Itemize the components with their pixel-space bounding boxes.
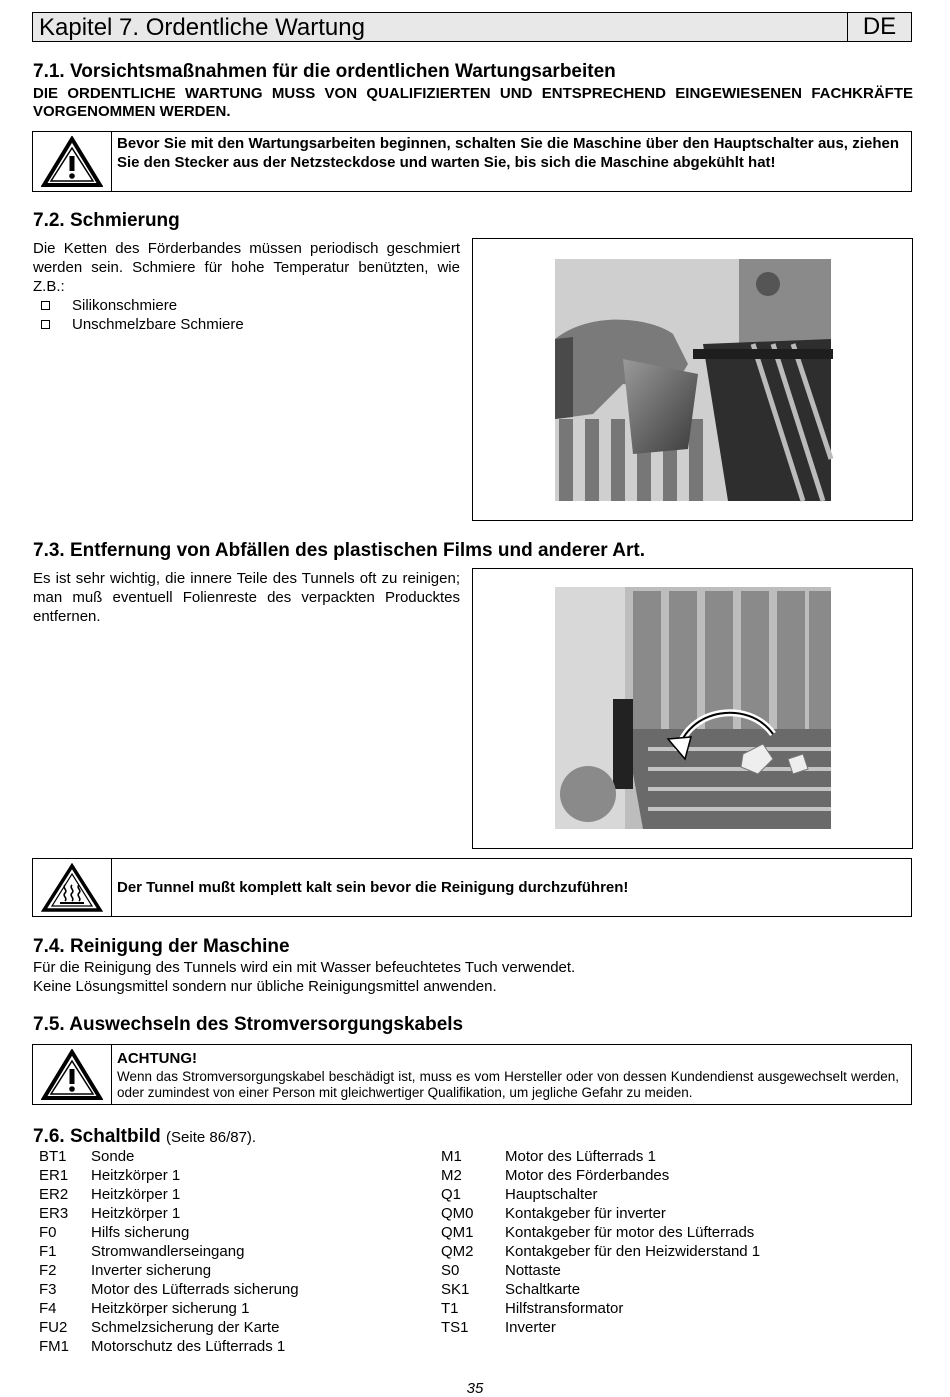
lubricant-list	[33, 296, 244, 334]
legend-row: F1 Stromwandlerseingang	[39, 1243, 245, 1260]
hot-warning-box	[32, 858, 912, 917]
legend-row: F3 Motor des Lüfterrads sicherung	[39, 1281, 299, 1298]
section-7-6-heading: 7.6. Schaltbild (Seite 86/87).	[33, 1126, 257, 1147]
lubrication-photo-frame	[472, 238, 913, 521]
legend-row: FM1 Motorschutz des Lüfterrads 1	[39, 1338, 286, 1355]
section-7-5-heading: 7.5. Auswechseln des Stromversorgungskabels	[33, 1014, 464, 1035]
warning-triangle-icon	[41, 1049, 103, 1101]
section-7-2-text: Die Ketten des Förderbandes müssen periodisch geschmiert werden sein. Schmiere für hohe Temperatur benützten, wie Z.B.:	[33, 240, 460, 295]
warning-text-7-1: Bevor Sie mit den Wartungsarbeiten beginnen, schalten Sie die Maschine über den Hauptschalter aus, ziehen Sie den Stecker aus der Netzsteckdose und warten Sie, bis sich die Maschine abgekühlt hat!	[117, 135, 899, 171]
lubrication-photo	[473, 239, 912, 520]
section-7-1-heading: 7.1. Vorsichtsmaßnahmen für die ordentlichen Wartungsarbeiten	[33, 61, 616, 82]
tunnel-cleaning-photo-frame	[472, 568, 913, 849]
legend-row: F0 Hilfs sicherung	[39, 1224, 190, 1241]
section-7-4-heading: 7.4. Reinigung der Maschine	[33, 936, 290, 957]
section-7-3-text: Es ist sehr wichtig, die innere Teile des Tunnels oft zu reinigen; man muß eventuell Folienreste des verpackten Producktes entfernen.	[33, 570, 460, 625]
legend-row: F2 Inverter sicherung	[39, 1262, 212, 1279]
checkbox-bullet-icon	[41, 320, 50, 329]
legend-row: T1 Hilfstransformator	[441, 1300, 624, 1317]
list-item: Unschmelzbare Schmiere	[33, 315, 244, 334]
warning-icon-cell	[33, 1045, 112, 1104]
legend-row: SK1 Schaltkarte	[441, 1281, 581, 1298]
language-code: DE	[847, 13, 911, 41]
legend-row: QM2 Kontakgeber für den Heizwiderstand 1	[441, 1243, 761, 1260]
tunnel-cleaning-photo	[473, 569, 912, 848]
wiring-legend-left	[33, 1147, 299, 1356]
section-7-1-caps-note: DIE ORDENTLICHE WARTUNG MUSS VON QUALIFIZIERTEN UND ENTSPRECHEND EINGEWIESENEN FACHKRÄFTE VORGENOMMEN WERDEN.	[33, 85, 913, 120]
page-number: 35	[466, 1380, 484, 1397]
attention-text: Wenn das Stromversorgungskabel beschädigt ist, muss es vom Hersteller oder von dessen Kundendienst ausgewechselt werden, oder zumindest von einer Person mit gleichwertiger Qualifikation, um jegliche Gefahr zu meiden.	[117, 1069, 899, 1100]
legend-row: QM0 Kontakgeber für inverter	[441, 1205, 666, 1222]
chapter-title: Kapitel 7. Ordentliche Wartung	[39, 14, 365, 41]
section-7-2-heading: 7.2. Schmierung	[33, 210, 180, 231]
legend-row: F4 Heitzkörper sicherung 1	[39, 1300, 250, 1317]
legend-row: ER3 Heitzkörper 1	[39, 1205, 181, 1222]
section-7-4-line2: Keine Lösungsmittel sondern nur übliche Reinigungsmittel anwenden.	[33, 978, 497, 995]
wiring-legend-right	[435, 1147, 760, 1337]
hot-surface-icon	[41, 863, 103, 913]
legend-row: ER2 Heitzkörper 1	[39, 1186, 181, 1203]
legend-row: M1 Motor des Lüfterrads 1	[441, 1148, 656, 1165]
warning-box-7-1	[32, 131, 912, 192]
checkbox-bullet-icon	[41, 301, 50, 310]
legend-row: Q1 Hauptschalter	[441, 1186, 598, 1203]
legend-row: M2 Motor des Förderbandes	[441, 1167, 670, 1184]
attention-label: ACHTUNG!	[117, 1050, 197, 1067]
section-7-3-heading: 7.3. Entfernung von Abfällen des plastischen Films und anderer Art.	[33, 540, 645, 561]
legend-row: ER1 Heitzkörper 1	[39, 1167, 181, 1184]
legend-row: QM1 Kontakgeber für motor des Lüfterrads	[441, 1224, 755, 1241]
section-7-6-page-ref: (Seite 86/87).	[166, 1129, 257, 1146]
list-item: Silikonschmiere	[33, 296, 244, 315]
warning-triangle-icon	[41, 136, 103, 188]
legend-row: TS1 Inverter	[441, 1319, 556, 1336]
chapter-header	[32, 12, 912, 42]
hot-warning-text: Der Tunnel mußt komplett kalt sein bevor die Reinigung durchzuführen!	[117, 879, 629, 896]
warning-icon-cell	[33, 132, 112, 191]
attention-box-7-5	[32, 1044, 912, 1105]
legend-row: FU2 Schmelzsicherung der Karte	[39, 1319, 280, 1336]
section-7-4-line1: Für die Reinigung des Tunnels wird ein mit Wasser befeuchtetes Tuch verwendet.	[33, 959, 576, 976]
hot-icon-cell	[33, 859, 112, 916]
legend-row: S0 Nottaste	[441, 1262, 561, 1279]
legend-row: BT1 Sonde	[39, 1148, 135, 1165]
